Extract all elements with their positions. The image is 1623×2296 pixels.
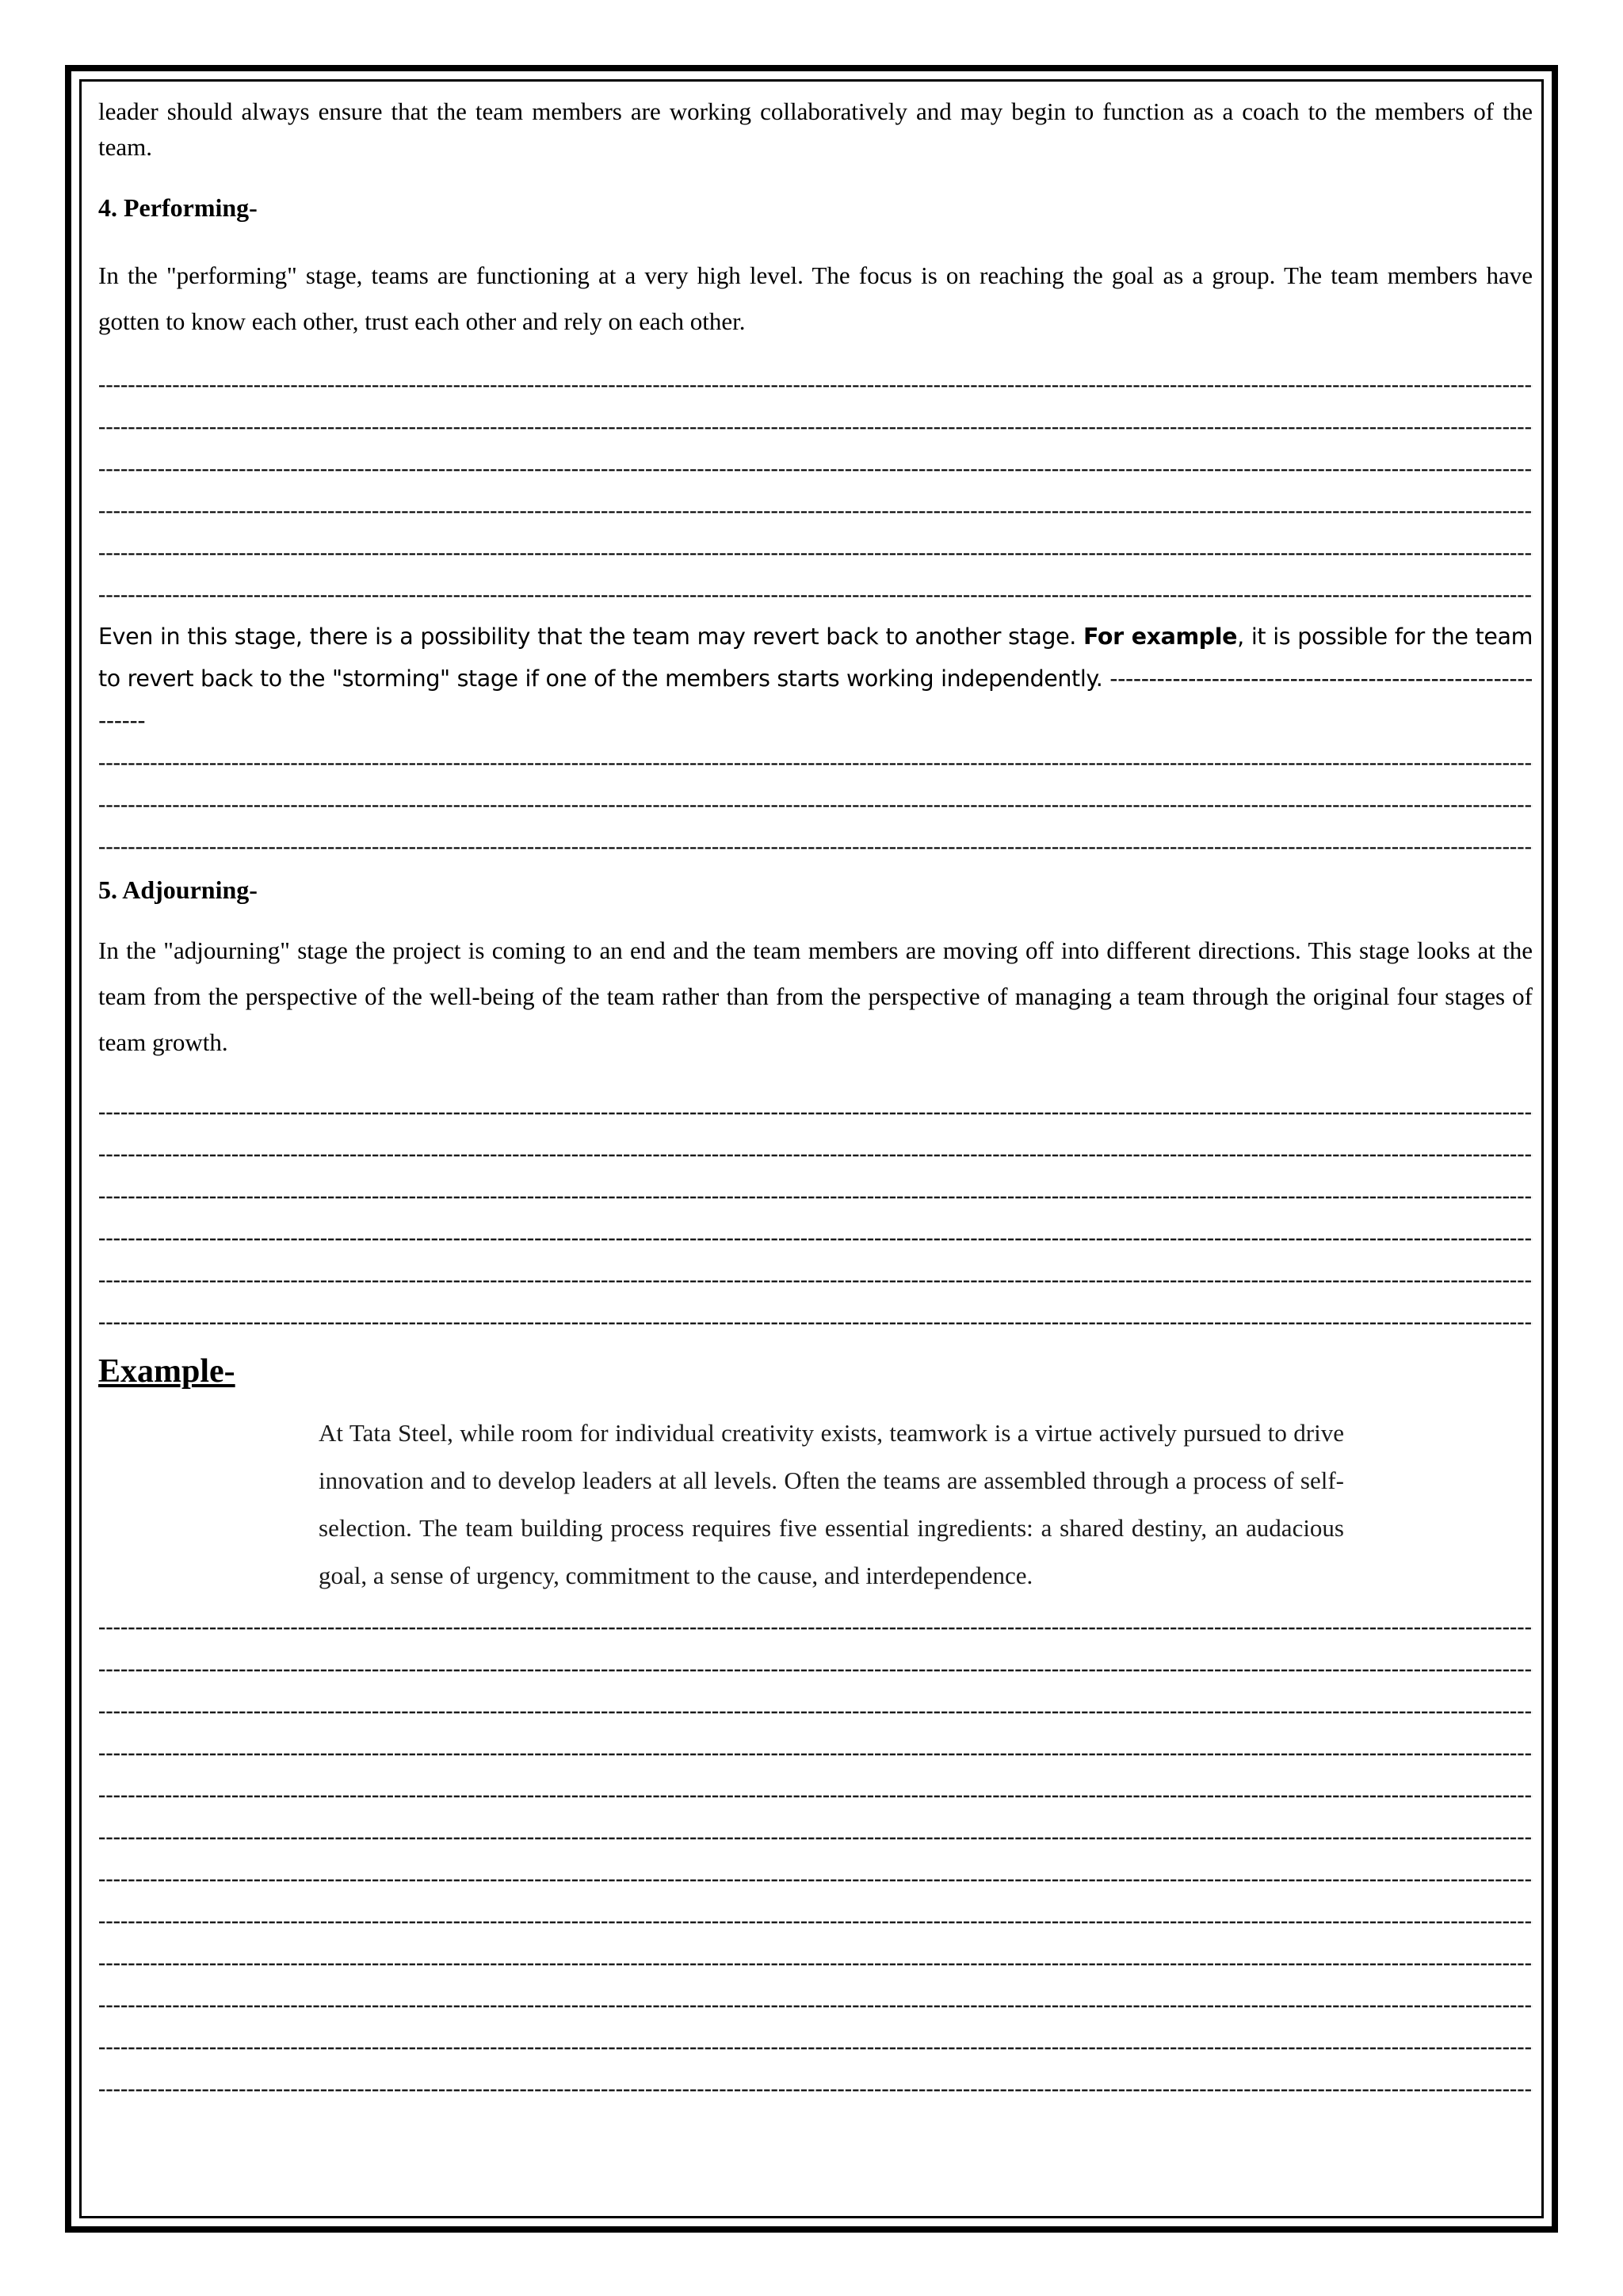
answer-line[interactable] [98, 826, 1533, 868]
answer-line[interactable] [98, 1690, 1533, 1732]
answer-line[interactable] [98, 1648, 1533, 1690]
adjourning-answer-lines [98, 1091, 1533, 1343]
note-answer-lines [98, 742, 1533, 868]
answer-line[interactable] [98, 1816, 1533, 1858]
performing-note-start: Even in this stage, there is a possibility that the team may revert back to another stage. [98, 624, 1076, 650]
answer-line[interactable] [98, 574, 1533, 616]
example-answer-lines [98, 1606, 1533, 2110]
performing-note-emphasis: For example [1083, 624, 1238, 650]
page-content [98, 93, 1533, 2110]
answer-line[interactable] [98, 1217, 1533, 1259]
answer-line[interactable] [98, 532, 1533, 574]
performing-note-end: , it is possible for the team to revert back to the "storming" stage if one of the members starts working independently. ----- [98, 624, 1533, 734]
answer-line[interactable] [98, 1984, 1533, 2026]
answer-line[interactable] [98, 1091, 1533, 1133]
answer-line[interactable] [98, 1732, 1533, 1774]
performing-note [98, 616, 1533, 742]
answer-line[interactable] [98, 1606, 1533, 1648]
answer-line[interactable] [98, 1900, 1533, 1942]
answer-line[interactable] [98, 1175, 1533, 1217]
example-heading: Example- [98, 1353, 235, 1390]
answer-line[interactable] [98, 1133, 1533, 1175]
adjourning-paragraph: In the "adjourning" stage the project is coming to an end and the team members are moving off into different directions. This stage looks at the team from the perspective of the well-being of the team rather than from the perspective of managing a team through the original four stages of team growth. [98, 936, 1533, 1056]
answer-line[interactable] [98, 1774, 1533, 1816]
performing-answer-lines [98, 364, 1533, 616]
answer-line[interactable] [98, 1301, 1533, 1343]
intro-paragraph: leader should always ensure that the team members are working collaboratively and may begin to function as a coach to the members of the team. [98, 97, 1533, 161]
answer-line[interactable] [98, 2068, 1533, 2110]
answer-line[interactable] [98, 1858, 1533, 1900]
answer-line[interactable] [98, 364, 1533, 406]
answer-line[interactable] [98, 448, 1533, 490]
answer-line[interactable] [98, 1259, 1533, 1301]
performing-heading: 4. Performing- [98, 193, 258, 222]
answer-line[interactable] [98, 742, 1533, 784]
answer-line[interactable] [98, 2026, 1533, 2068]
answer-line[interactable] [98, 490, 1533, 532]
adjourning-heading: 5. Adjourning- [98, 875, 258, 904]
answer-line[interactable] [98, 1942, 1533, 1984]
example-quote: At Tata Steel, while room for individual creativity exists, teamwork is a virtue actively pursued to drive innovation and to develop leaders at all levels. Often the teams are assembled through a process of self-selection. The team building process requires five essential ingredients: a shared destiny, an audacious goal, a sense of urgency, commitment to the cause, and interdependence. [319, 1419, 1344, 1589]
performing-paragraph: In the "performing" stage, teams are functioning at a very high level. The focus is on reaching the goal as a group. The team members have gotten to know each other, trust each other and rely on each other. [98, 261, 1533, 335]
answer-line[interactable] [98, 784, 1533, 826]
answer-line[interactable] [98, 406, 1533, 448]
